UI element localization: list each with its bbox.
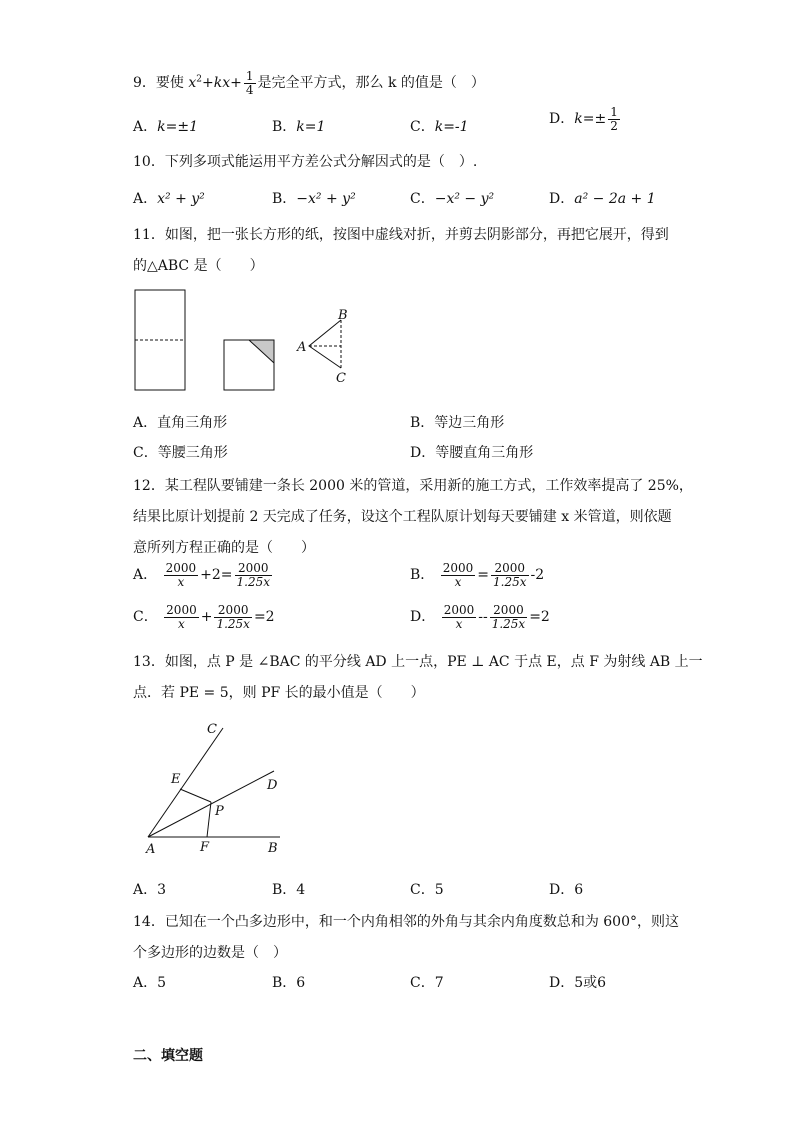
label-f: F [200,840,210,855]
q9-frac-den: 4 [245,82,254,97]
fraction-right [490,604,528,630]
q14-option-a[interactable] [133,972,166,992]
q11-option-b[interactable] [410,412,504,432]
label-b: B [268,841,278,856]
option-text: 等腰三角形 [157,445,228,461]
option-text: k=± [574,111,607,128]
q12-option-b[interactable] [410,562,544,588]
option-label: C． [410,882,435,898]
option-label: A． [133,567,158,584]
q9-option-d[interactable] [549,106,622,132]
q14-option-d[interactable] [549,972,606,992]
option-label: B． [272,191,297,207]
label-b: B [338,308,348,323]
q9-expr-x: x [188,75,197,92]
fraction-left [164,562,199,588]
option-label: C． [133,445,158,461]
q9-fraction [244,70,256,96]
frac-num: 2000 [235,562,273,576]
segment-pe [180,789,211,802]
q9-option-c[interactable] [410,116,469,136]
option-label: B． [272,975,297,991]
question-11-line2: 的△ABC 是（ ） [133,258,264,274]
option-label: D． [549,111,575,128]
q11-option-c[interactable] [133,442,228,462]
frac-den: x [178,616,185,631]
frac-num: 2000 [214,604,252,618]
option-label: D． [410,445,436,461]
q14-option-b[interactable] [272,972,305,992]
option-text: −x² + y² [296,191,356,207]
frac-num: 2000 [165,561,197,575]
triangle-abc-sides [309,320,341,368]
question-13-line1: 13．如图，点 P 是 ∠BAC 的平分线 AD 上一点，PE ⊥ AC 于点 E，点 F 为射线 AB 上一 [133,654,703,670]
q11-option-d[interactable] [410,442,533,462]
label-p: P [215,804,224,819]
option-tail: =2 [529,609,550,626]
label-d: D [267,778,278,793]
option-label: A． [133,415,158,431]
option-text: 等边三角形 [434,415,505,431]
option-text: x² + y² [157,191,205,207]
option-text: 3 [157,882,167,898]
option-text: k=±1 [157,119,198,135]
frac-den: 1.25x [493,574,527,589]
q10-option-c[interactable] [410,188,494,208]
option-label: C． [133,609,158,626]
option-label: A． [133,191,158,207]
frac-num: 2000 [443,603,475,617]
option-label: B． [410,415,435,431]
frac-den: x [454,574,462,589]
frac-den: 2 [610,118,618,133]
question-14-line2: 个多边形的边数是（ ） [133,945,287,961]
q10-option-a[interactable] [133,188,205,208]
q13-option-b[interactable] [272,879,305,899]
q9-tail: 是完全平方式，那么 k 的值是（ ） [257,75,485,92]
frac-den: 1.25x [491,616,526,631]
question-13-line2: 点．若 PE = 5，则 PF 长的最小值是（ ） [133,685,425,701]
q14-option-c[interactable] [410,972,444,992]
option-text: 5 [434,882,444,898]
q13-option-a[interactable] [133,879,166,899]
q10-option-b[interactable] [272,188,356,208]
option-text: 4 [296,882,306,898]
q12-option-c[interactable] [133,604,275,630]
option-text: a² − 2a + 1 [574,191,656,207]
frac-den: x [177,574,185,589]
fraction-left [441,562,476,588]
option-label: C． [410,191,435,207]
option-operator: + [200,609,213,626]
segment-pf [207,802,211,837]
option-label: C． [410,119,435,135]
q13-option-d[interactable] [549,879,583,899]
cut-shaded-region [249,340,274,363]
option-operator: +2= [200,567,233,584]
q13-option-c[interactable] [410,879,444,899]
q9-option-a[interactable] [133,116,198,136]
q9-expr-kx: +kx+ [202,75,242,92]
label-a: A [146,842,156,857]
option-label: B． [272,882,297,898]
option-text: 6 [296,975,306,991]
option-label: D． [549,191,575,207]
frac-den: x [455,616,463,631]
option-tail: -2 [530,567,545,584]
option-text: 等腰直角三角形 [435,445,534,461]
q11-option-a[interactable] [133,412,227,432]
option-label: B． [272,119,297,135]
fraction-left [164,604,199,630]
question-11-line1: 11．如图，把一张长方形的纸，按图中虚线对折，并剪去阴影部分，再把它展开，得到 [133,227,669,243]
q9-frac-num: 1 [245,69,254,83]
option-label: A． [133,882,158,898]
q9-number: 9．要使 [133,75,184,92]
option-text: 5 [157,975,167,991]
option-label: A． [133,119,158,135]
option-label: A． [133,975,158,991]
question-9-stem [133,70,485,96]
q11-figure [125,285,365,395]
q9-option-b[interactable] [272,116,325,136]
option-label: C． [410,975,435,991]
label-a: A [297,340,307,355]
option-tail: =2 [253,609,275,626]
option-operator: = [477,567,490,584]
question-12-line1: 12．某工程队要铺建一条长 2000 米的管道，采用新的施工方式，工作效率提高了 25%， [133,478,693,494]
fraction-right [214,604,252,630]
q12-option-d[interactable] [410,604,550,630]
fraction-right [235,562,273,588]
question-12-line2: 结果比原计划提前 2 天完成了任务，设这个工程队原计划每天要铺建 x 米管道，则依题 [133,509,672,525]
option-operator: -- [478,609,488,626]
option-text: k=1 [296,119,326,135]
question-10-stem: 10．下列多项式能运用平方差公式分解因式的是（ ）. [133,154,478,170]
option-text: k=-1 [434,119,469,135]
frac-den: 1.25x [216,616,250,631]
frac-num: 2000 [442,561,474,575]
q9-d-fraction [608,106,620,132]
fraction-right [491,562,529,588]
frac-den: 1.25x [236,574,270,589]
option-text: 直角三角形 [157,415,228,431]
label-e: E [171,772,181,787]
option-label: D． [410,609,436,626]
option-text: 7 [434,975,444,991]
frac-num: 2000 [490,604,528,618]
section-heading-fill-in: 二、填空题 [133,1048,203,1064]
option-label: D． [549,882,575,898]
question-14-line1: 14．已知在一个凸多边形中，和一个内角相邻的外角与其余内角度数总和为 600°，则这 [133,914,679,930]
frac-num: 2000 [491,562,529,576]
label-c: C [336,371,346,386]
option-label: D． [549,975,575,991]
q13-figure [135,715,295,860]
option-label: B． [410,567,435,584]
fraction-left [442,604,477,630]
option-text: −x² − y² [434,191,495,207]
option-text: 6 [574,882,584,898]
question-12-line3: 意所列方程正确的是（ ） [133,540,315,556]
q10-option-d[interactable] [549,188,656,208]
label-c: C [207,722,217,737]
frac-num: 1 [610,105,618,119]
q12-option-a[interactable] [133,562,274,588]
option-text: 5或6 [574,975,607,991]
ray-ac [148,728,223,837]
frac-num: 2000 [166,603,197,617]
q9-expr-sup: 2 [196,74,203,85]
